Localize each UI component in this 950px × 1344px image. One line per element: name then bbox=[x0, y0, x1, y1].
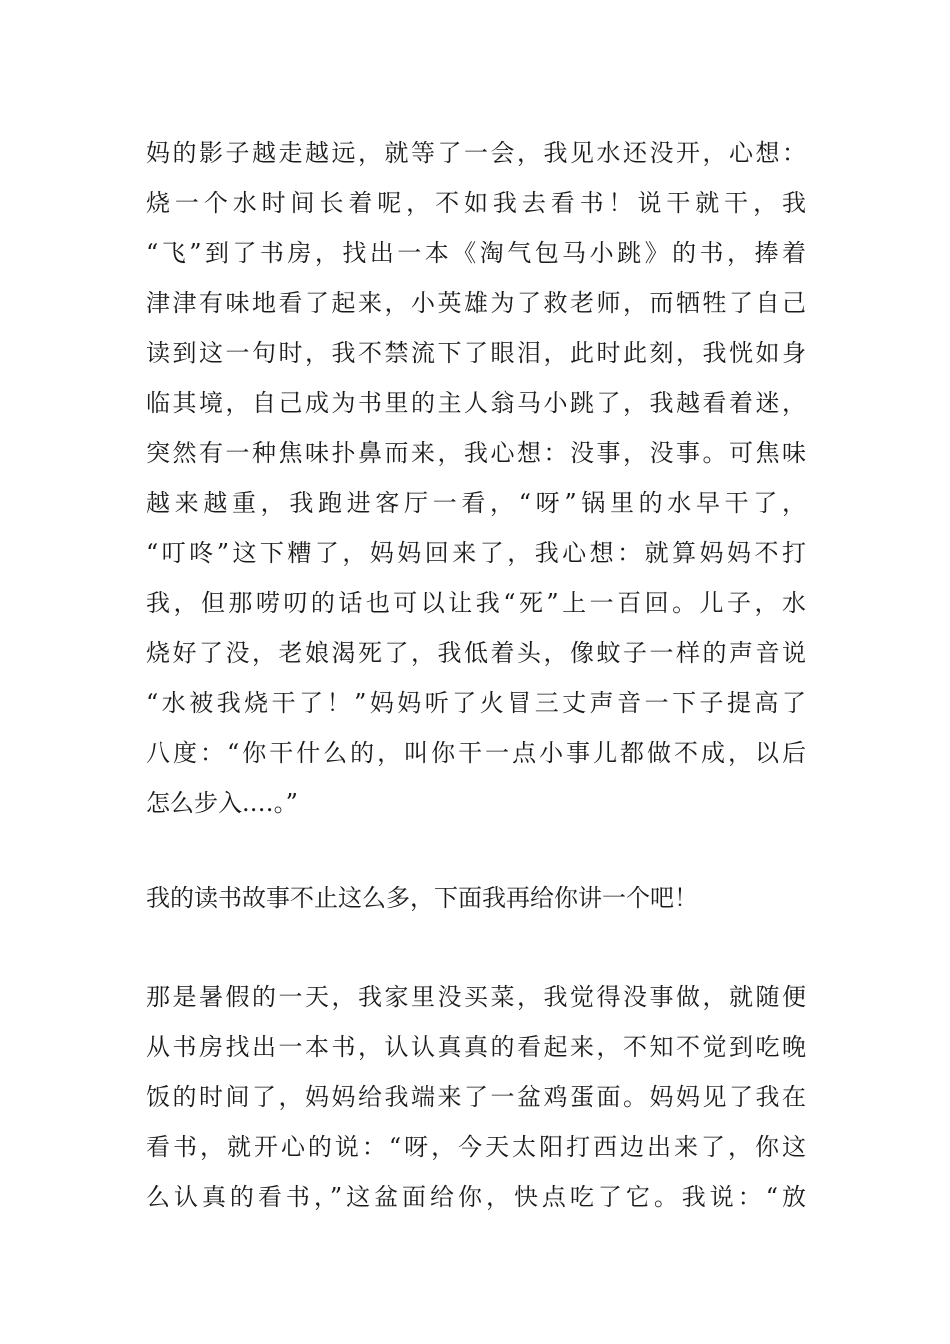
text-line: 我的读书故事不止这么多，下面我再给你讲一个吧！ bbox=[146, 884, 698, 912]
text-line: 我，但那唠叨的话也可以让我“死”上一百回。儿子，水 bbox=[146, 589, 806, 617]
text-line: 烧一个水时间长着呢，不如我去看书！说干就干，我 bbox=[146, 189, 806, 217]
text-line: 妈的影子越走越远，就等了一会，我见水还没开，心想： bbox=[146, 139, 806, 167]
text-line: 从书房找出一本书，认认真真的看起来，不知不觉到吃晚 bbox=[146, 1033, 806, 1061]
text-line: 么认真的看书，”这盆面给你，快点吃了它。我说：“放 bbox=[146, 1183, 806, 1211]
text-line: 烧好了没，老娘渴死了，我低着头，像蚊子一样的声音说 bbox=[146, 639, 806, 667]
text-line: “水被我烧干了！”妈妈听了火冒三丈声音一下子提高了 bbox=[146, 689, 806, 717]
text-line: 津津有味地看了起来，小英雄为了救老师，而牺牲了自己 bbox=[146, 289, 806, 317]
text-line: 读到这一句时，我不禁流下了眼泪，此时此刻，我恍如身 bbox=[146, 339, 806, 367]
paragraph-3 bbox=[146, 972, 806, 1222]
text-line: 看书，就开心的说：“呀，今天太阳打西边出来了，你这 bbox=[146, 1133, 806, 1161]
text-line: “叮咚”这下糟了，妈妈回来了，我心想：就算妈妈不打 bbox=[146, 539, 806, 567]
text-line: 怎么步入.…。” bbox=[146, 789, 298, 817]
text-line: “飞”到了书房，找出一本《淘气包马小跳》的书，捧着 bbox=[146, 239, 806, 267]
paragraph-2 bbox=[146, 873, 806, 923]
text-line: 那是暑假的一天，我家里没买菜，我觉得没事做，就随便 bbox=[146, 983, 806, 1011]
text-line: 八度：“你干什么的，叫你干一点小事儿都做不成，以后 bbox=[146, 739, 806, 767]
text-line: 突然有一种焦味扑鼻而来，我心想：没事，没事。可焦味 bbox=[146, 439, 806, 467]
text-line: 越来越重，我跑进客厅一看，“呀”锅里的水早干了， bbox=[146, 489, 806, 517]
text-line: 临其境，自己成为书里的主人翁马小跳了，我越看着迷， bbox=[146, 389, 806, 417]
paragraph-1 bbox=[146, 128, 806, 828]
text-line: 饭的时间了，妈妈给我端来了一盆鸡蛋面。妈妈见了我在 bbox=[146, 1083, 806, 1111]
